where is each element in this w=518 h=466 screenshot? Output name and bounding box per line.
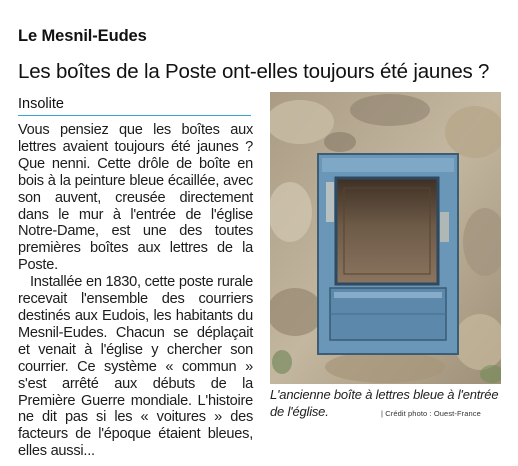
paragraph-2: Installée en 1830, cette poste rurale recevait l'ensemble des courriers destinés aux Eudois, les habitants du Mesnil-Eudes. Chacun se déplaçait et venait à l'église y chercher son courrier. Ce système « commun » s'est arrêté aux débuts de la Première Guerre mondiale. L'histoire ne dit pas si les « voitures » des facteurs de l'époque étaient bleues, elles aussi...	[18, 274, 253, 460]
letterbox-image	[270, 92, 501, 384]
rubric-bar	[18, 94, 251, 116]
photo-credit: | Crédit photo : Ouest-France	[381, 409, 481, 418]
article-body	[18, 122, 253, 460]
photo-caption: L'ancienne boîte à lettres bleue à l'entrée de l'église.	[270, 387, 499, 419]
rubric-label: Insolite	[18, 96, 64, 112]
paragraph-1: Vous pensiez que les boîtes aux lettres avaient toujours été jaunes ? Que nenni. Cette drôle de boîte en bois à la peinture bleue écaillée, avec son auvent, creusée directement dans le mur à l'entrée de l'église Notre-Dame, est une des toutes premières boîtes aux lettres de la Poste.	[18, 122, 253, 274]
article-photo	[270, 92, 501, 384]
kicker-location: Le Mesnil-Eudes	[18, 27, 147, 45]
article-headline: Les boîtes de la Poste ont-elles toujours été jaunes ?	[18, 60, 490, 83]
